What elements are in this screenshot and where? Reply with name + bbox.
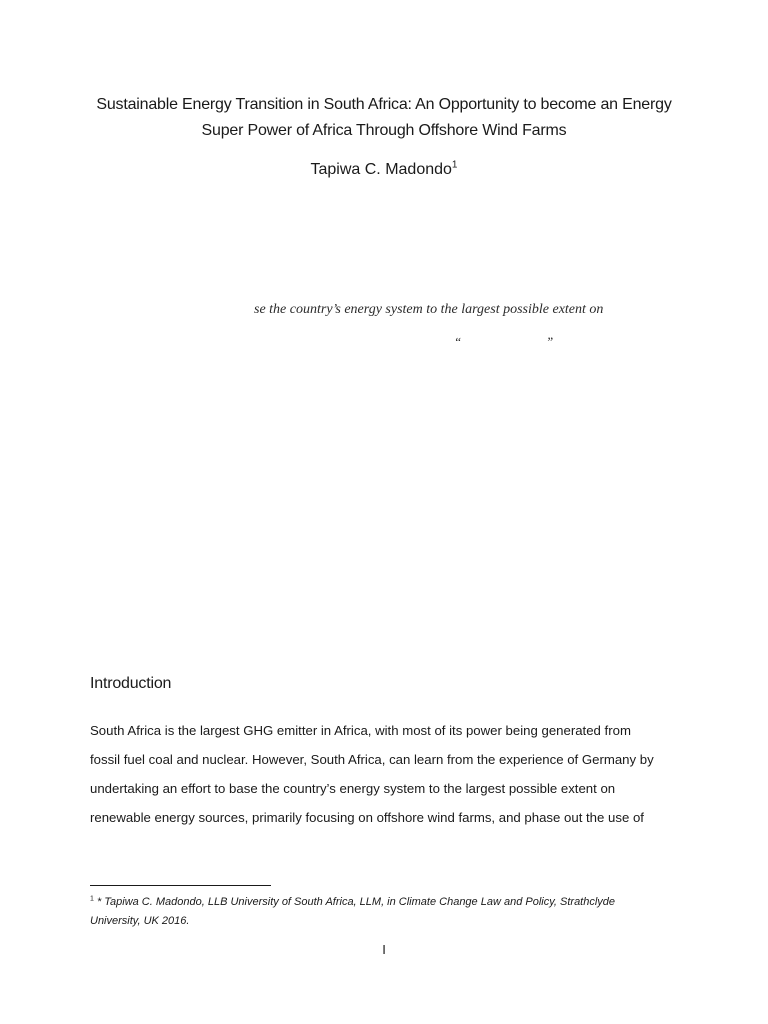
body-line: South Africa is the largest GHG emitter in Africa, with most of its power being generated from	[90, 723, 631, 738]
footnote	[90, 893, 690, 931]
section-heading-introduction: Introduction	[90, 675, 172, 692]
author-line	[0, 158, 768, 182]
rendering-artifact-open-quote: “	[454, 334, 462, 349]
rendering-artifact-close-quote: ”	[546, 334, 554, 349]
body-line: fossil fuel coal and nuclear. However, South Africa, can learn from the experience of Germany by	[90, 752, 654, 767]
title-line-1: Sustainable Energy Transition in South Africa: An Opportunity to become an Energy	[96, 96, 672, 113]
page-number: I	[382, 942, 386, 957]
body-line: undertaking an effort to base the country’s energy system to the largest possible extent on	[90, 781, 616, 796]
document-title	[60, 92, 708, 144]
footnote-text-2: University, UK 2016.	[90, 915, 190, 927]
footnote-marker: 1	[90, 895, 94, 903]
title-line-2: Super Power of Africa Through Offshore Wind Farms	[201, 122, 567, 139]
footnote-text-1: * Tapiwa C. Madondo, LLB University of South Africa, LLM, in Climate Change Law and Policy, Strathclyde	[93, 896, 616, 908]
body-line: renewable energy sources, primarily focusing on offshore wind farms, and phase out the use of	[90, 810, 644, 825]
rendering-artifact-text: se the country’s energy system to the largest possible extent on	[254, 302, 604, 317]
body-paragraph	[90, 716, 690, 832]
author-footnote-ref[interactable]: 1	[451, 159, 458, 171]
author-name: Tapiwa C. Madondo	[310, 161, 452, 178]
footnote-line-1	[90, 893, 690, 912]
footnote-separator	[90, 885, 271, 886]
